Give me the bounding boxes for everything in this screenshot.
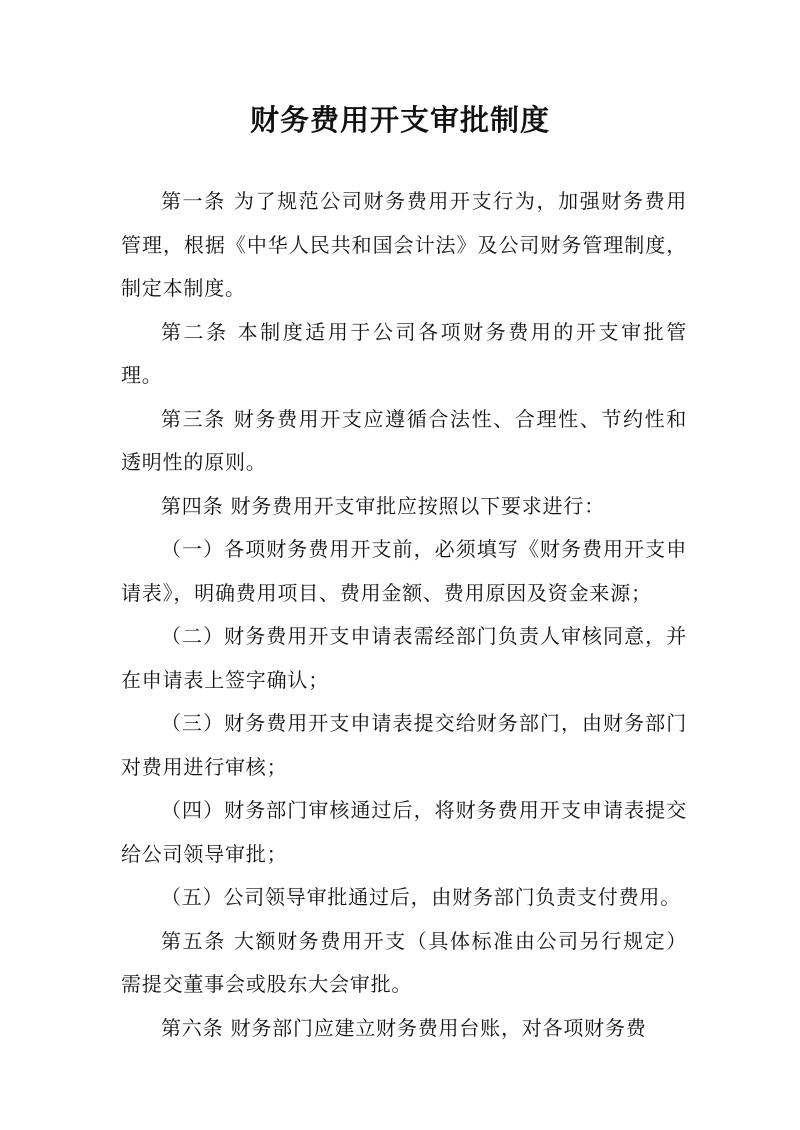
document-body <box>121 180 687 1050</box>
article-5: 第五条 大额财务费用开支（具体标准由公司另行规定）需提交董事会或股东大会审批。 <box>121 928 687 996</box>
article-6: 第六条 财务部门应建立财务费用台账，对各项财务费 <box>161 1015 647 1040</box>
article-1: 第一条 为了规范公司财务费用开支行为，加强财务费用管理，根据《中华人民共和国会计法》及公司财务管理制度，制定本制度。 <box>121 189 687 300</box>
article-2: 第二条 本制度适用于公司各项财务费用的开支审批管理。 <box>121 319 687 387</box>
article-4: 第四条 财务费用开支审批应按照以下要求进行： <box>161 493 605 518</box>
article-3: 第三条 财务费用开支应遵循合法性、合理性、节约性和透明性的原则。 <box>121 406 687 474</box>
document-title: 财务费用开支审批制度 <box>249 103 550 137</box>
article-4-item-3: （三）财务费用开支申请表提交给财务部门，由财务部门对费用进行审核； <box>121 711 687 779</box>
article-4-item-4: （四）财务部门审核通过后，将财务费用开支申请表提交给公司领导审批； <box>121 798 687 866</box>
article-4-item-2: （二）财务费用开支申请表需经部门负责人审核同意，并在申请表上签字确认； <box>121 624 687 692</box>
article-4-item-5: （五）公司领导审批通过后，由财务部门负责支付费用。 <box>161 885 681 909</box>
article-4-item-1: （一）各项财务费用开支前，必须填写《财务费用开支申请表》，明确费用项目、费用金额、费用原因及资金来源； <box>121 537 687 605</box>
